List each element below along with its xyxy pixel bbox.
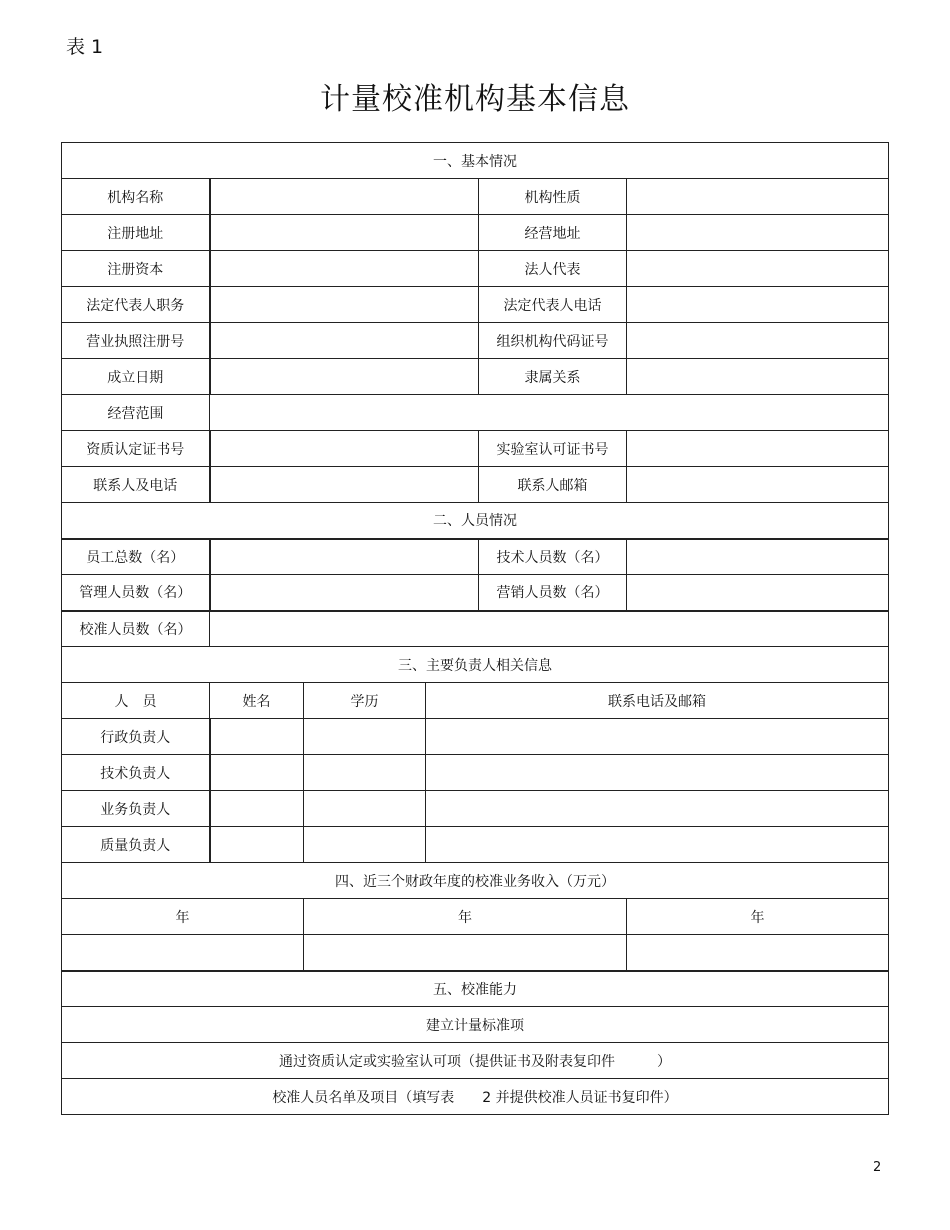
field-label: 资质认定证书号 — [62, 431, 210, 467]
field-label: 员工总数（名） — [62, 539, 210, 575]
contact-cell[interactable] — [426, 791, 889, 827]
field-value[interactable] — [627, 431, 889, 467]
column-header-name: 姓名 — [210, 683, 304, 719]
field-label: 机构性质 — [479, 179, 627, 215]
field-value[interactable] — [210, 251, 479, 287]
field-value[interactable] — [627, 179, 889, 215]
section-heading-principals: 三、主要负责人相关信息 — [62, 647, 889, 683]
role-label: 行政负责人 — [62, 719, 210, 755]
name-cell[interactable] — [210, 791, 304, 827]
column-header-contact: 联系电话及邮箱 — [426, 683, 889, 719]
name-cell[interactable] — [210, 755, 304, 791]
field-label: 机构名称 — [62, 179, 210, 215]
role-label: 技术负责人 — [62, 755, 210, 791]
field-label: 经营地址 — [479, 215, 627, 251]
field-value[interactable] — [210, 287, 479, 323]
column-header-person: 人 员 — [62, 683, 210, 719]
contact-cell[interactable] — [426, 827, 889, 863]
revenue-value[interactable] — [304, 935, 627, 971]
field-value[interactable] — [627, 359, 889, 395]
year-label: 年 — [62, 899, 304, 935]
field-value[interactable] — [627, 467, 889, 503]
field-value[interactable] — [210, 359, 479, 395]
field-label: 联系人邮箱 — [479, 467, 627, 503]
field-value[interactable] — [210, 323, 479, 359]
field-value[interactable] — [627, 575, 889, 611]
field-label: 注册资本 — [62, 251, 210, 287]
field-label: 法定代表人电话 — [479, 287, 627, 323]
education-cell[interactable] — [304, 719, 426, 755]
field-value[interactable] — [627, 323, 889, 359]
field-label: 营业执照注册号 — [62, 323, 210, 359]
field-label: 注册地址 — [62, 215, 210, 251]
field-label: 技术人员数（名） — [479, 539, 627, 575]
field-label: 隶属关系 — [479, 359, 627, 395]
year-label: 年 — [627, 899, 889, 935]
field-label: 法定代表人职务 — [62, 287, 210, 323]
name-cell[interactable] — [210, 719, 304, 755]
field-value[interactable] — [210, 467, 479, 503]
year-label: 年 — [304, 899, 627, 935]
field-label: 管理人员数（名） — [62, 575, 210, 611]
field-label-business-scope: 经营范围 — [62, 395, 210, 431]
contact-cell[interactable] — [426, 755, 889, 791]
field-value[interactable] — [210, 539, 479, 575]
field-label: 联系人及电话 — [62, 467, 210, 503]
section-heading-capability: 五、校准能力 — [62, 971, 889, 1007]
field-value[interactable] — [210, 215, 479, 251]
field-value[interactable] — [627, 539, 889, 575]
field-label: 法人代表 — [479, 251, 627, 287]
field-value[interactable] — [627, 287, 889, 323]
field-value[interactable] — [627, 215, 889, 251]
field-value[interactable] — [210, 575, 479, 611]
capability-item[interactable]: 校准人员名单及项目（填写表 2 并提供校准人员证书复印件） — [62, 1079, 889, 1115]
field-value[interactable] — [210, 179, 479, 215]
field-value[interactable] — [627, 251, 889, 287]
field-value-calibration-staff[interactable] — [210, 611, 889, 647]
name-cell[interactable] — [210, 827, 304, 863]
field-value[interactable] — [210, 431, 479, 467]
column-header-education: 学历 — [304, 683, 426, 719]
field-label-calibration-staff: 校准人员数（名） — [62, 611, 210, 647]
field-label: 成立日期 — [62, 359, 210, 395]
institution-info-table — [61, 142, 889, 1115]
role-label: 业务负责人 — [62, 791, 210, 827]
field-label: 组织机构代码证号 — [479, 323, 627, 359]
field-label: 营销人员数（名） — [479, 575, 627, 611]
contact-cell[interactable] — [426, 719, 889, 755]
section-heading-basic: 一、基本情况 — [62, 143, 889, 179]
education-cell[interactable] — [304, 755, 426, 791]
page-number: 2 — [873, 1160, 882, 1175]
revenue-value[interactable] — [62, 935, 304, 971]
capability-item[interactable]: 建立计量标准项 — [62, 1007, 889, 1043]
section-heading-revenue: 四、近三个财政年度的校准业务收入（万元） — [62, 863, 889, 899]
page-title: 计量校准机构基本信息 — [320, 82, 630, 117]
field-label: 实验室认可证书号 — [479, 431, 627, 467]
education-cell[interactable] — [304, 827, 426, 863]
section-heading-staff: 二、人员情况 — [62, 503, 889, 539]
capability-item[interactable]: 通过资质认定或实验室认可项（提供证书及附表复印件 ） — [62, 1043, 889, 1079]
revenue-value[interactable] — [627, 935, 889, 971]
field-value-business-scope[interactable] — [210, 395, 889, 431]
role-label: 质量负责人 — [62, 827, 210, 863]
table-number: 表 1 — [66, 36, 104, 58]
education-cell[interactable] — [304, 791, 426, 827]
